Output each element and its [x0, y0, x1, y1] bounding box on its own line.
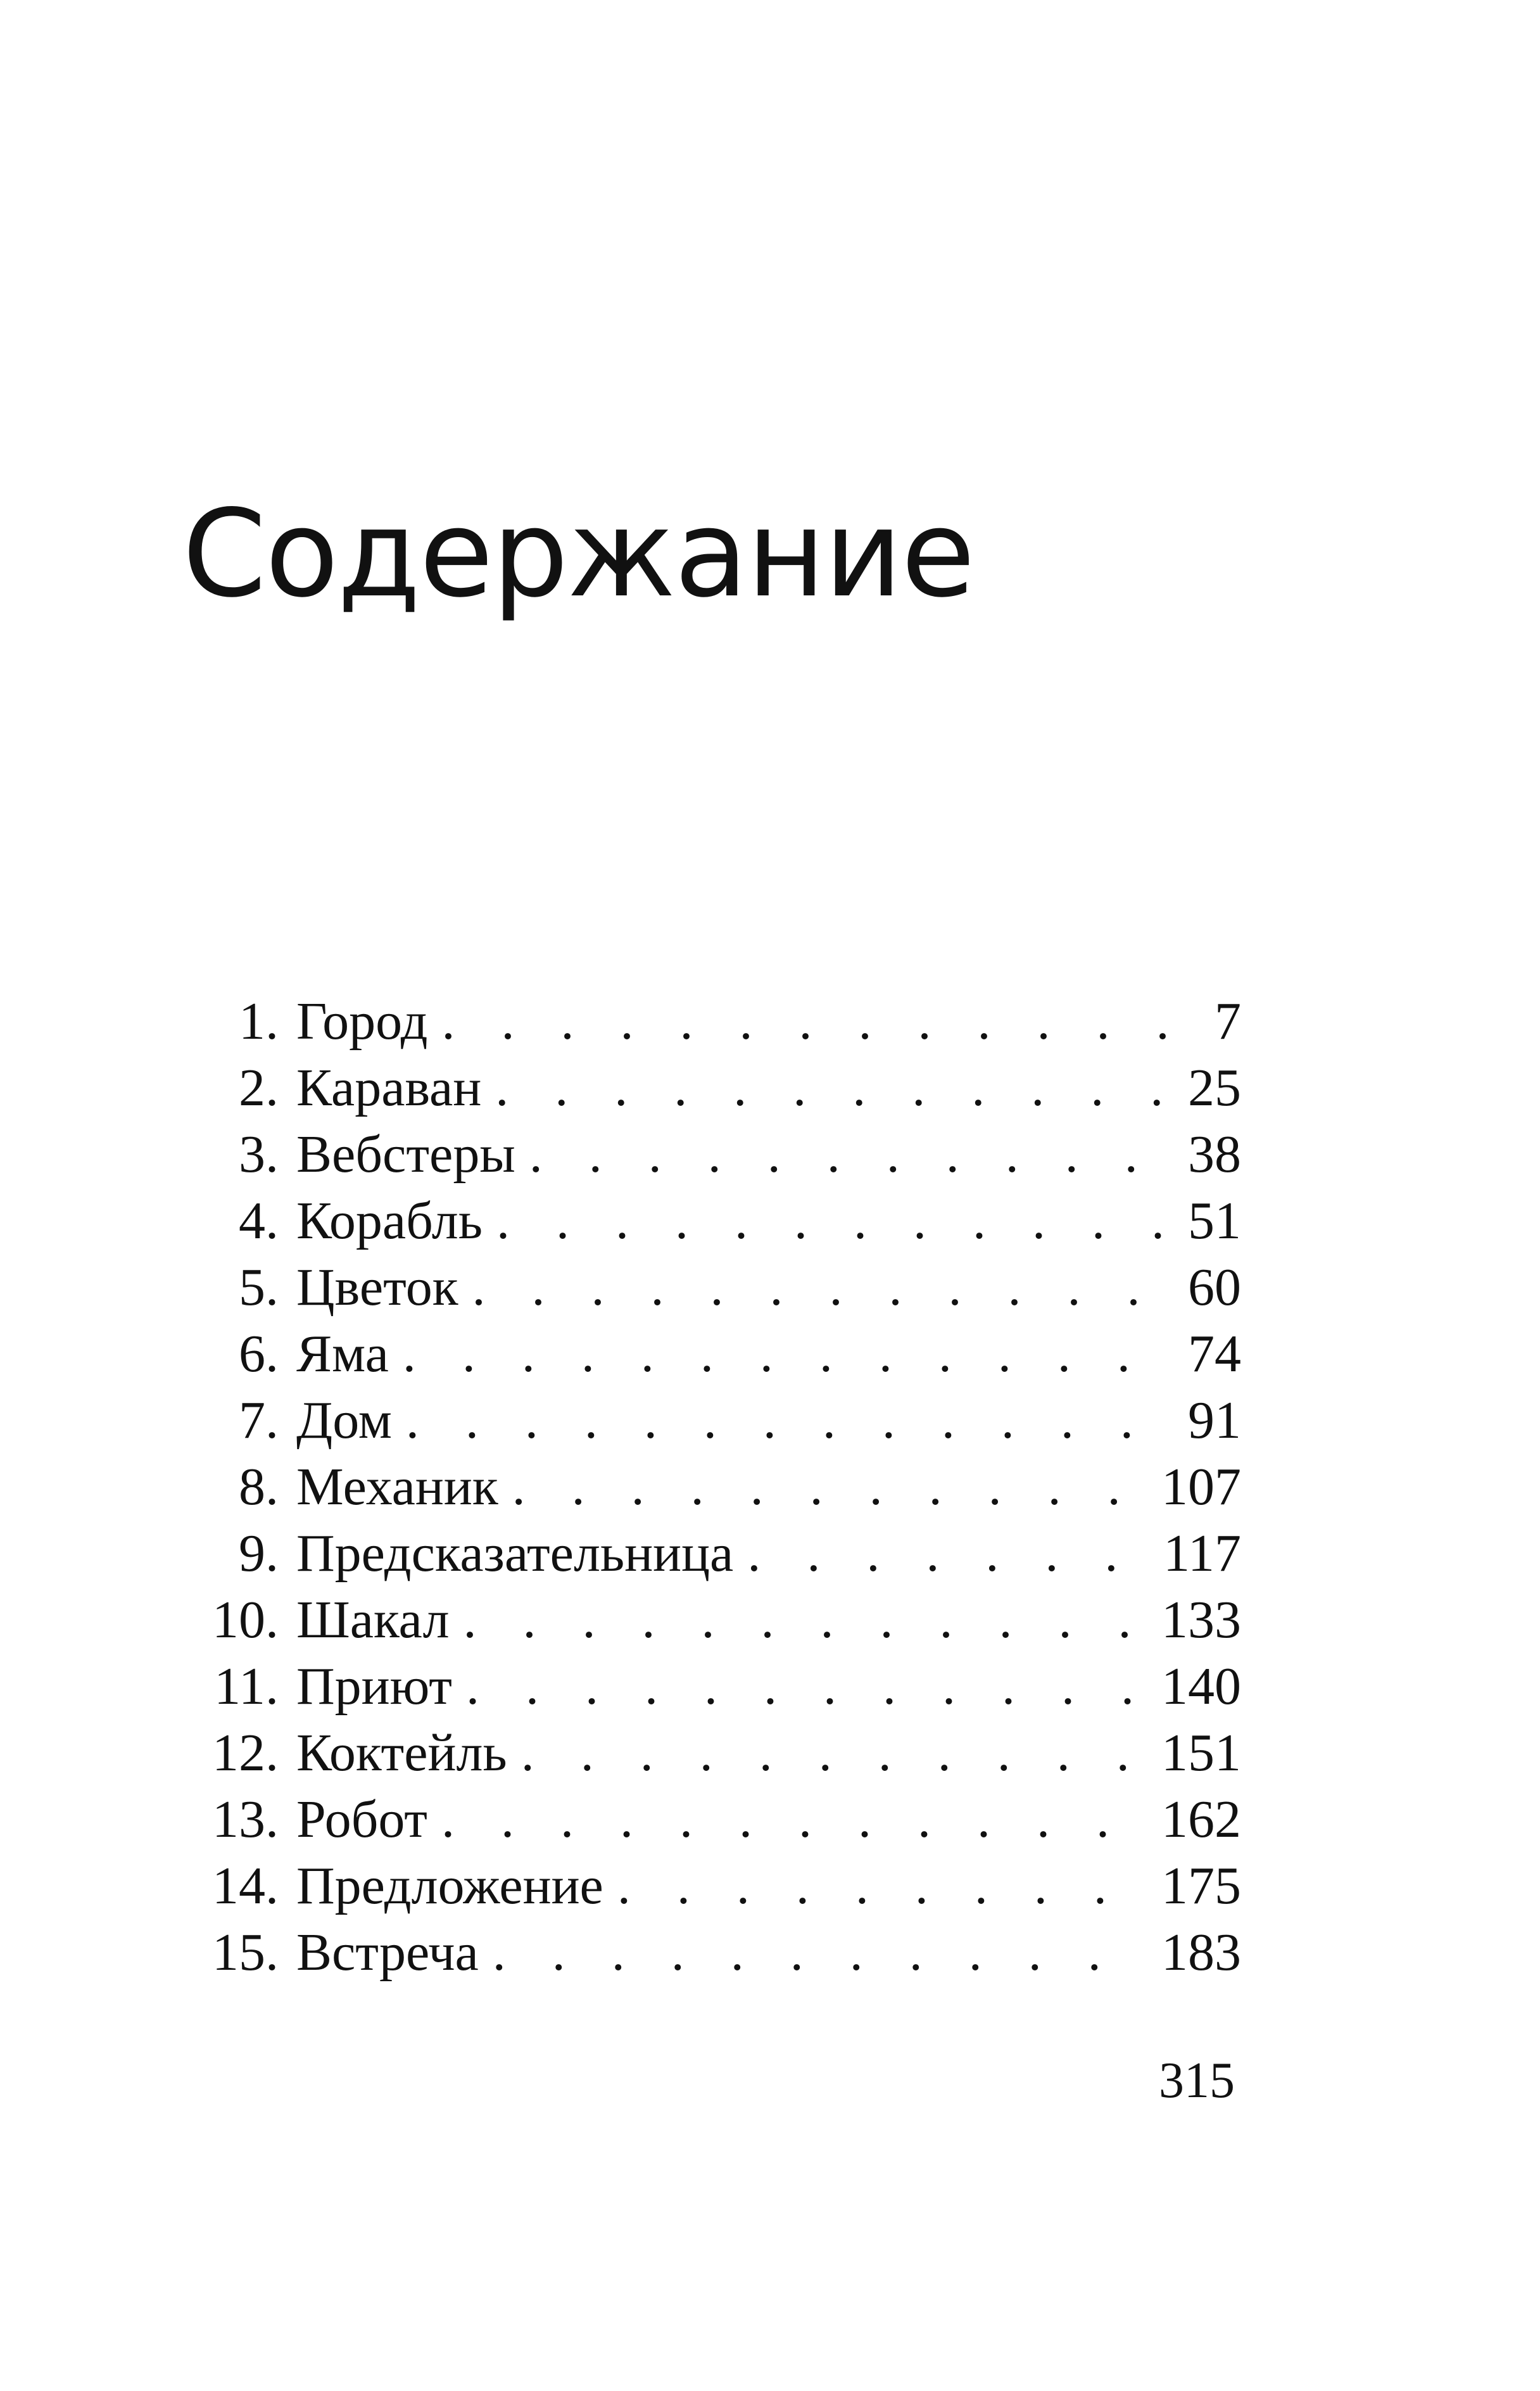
toc-entry-title: Корабль: [296, 1191, 483, 1250]
toc-entry-5[interactable]: [165, 1254, 1241, 1321]
dot-leader: [441, 1786, 1147, 1853]
dot-leader: [512, 1454, 1147, 1520]
toc-entry-number: 4.: [239, 1191, 279, 1250]
toc-entry-14[interactable]: [165, 1853, 1241, 1919]
toc-entry-4[interactable]: [165, 1188, 1241, 1254]
toc-entry-7[interactable]: [165, 1387, 1241, 1454]
toc-entry-6[interactable]: [165, 1321, 1241, 1387]
toc-entry-number: 14.: [212, 1856, 279, 1915]
dot-leader: [529, 1121, 1174, 1188]
table-of-contents: [165, 988, 1241, 1986]
toc-entry-number: 6.: [239, 1324, 279, 1383]
dot-leader: [466, 1653, 1147, 1720]
dot-leader: [521, 1720, 1147, 1786]
toc-entry-8[interactable]: [165, 1454, 1241, 1520]
dot-leader: [442, 988, 1201, 1055]
dot-leader: [493, 1919, 1147, 1986]
toc-entry-page: 107: [1161, 1457, 1241, 1516]
toc-entry-title: Цветок: [296, 1258, 458, 1317]
toc-entry-number: 10.: [212, 1590, 279, 1649]
toc-entry-12[interactable]: [165, 1720, 1241, 1786]
toc-entry-title: Вебстеры: [296, 1125, 515, 1184]
toc-entry-title: Шакал: [296, 1590, 450, 1649]
toc-entry-title: Предложение: [296, 1856, 603, 1915]
toc-entry-page: 117: [1163, 1524, 1241, 1583]
toc-entry-title: Робот: [296, 1790, 427, 1849]
dot-leader: [495, 1055, 1174, 1121]
toc-entry-number: 15.: [212, 1923, 279, 1982]
dot-leader: [747, 1520, 1149, 1587]
toc-entry-number: 2.: [239, 1058, 279, 1117]
toc-entry-page: 175: [1161, 1856, 1241, 1915]
toc-entry-title: Коктейль: [296, 1723, 507, 1782]
toc-entry-page: 25: [1188, 1058, 1241, 1117]
toc-entry-title: Приют: [296, 1657, 452, 1716]
page-number: 315: [1159, 2053, 1235, 2109]
toc-entry-title: Встреча: [296, 1923, 479, 1982]
toc-entry-title: Город: [296, 992, 428, 1051]
toc-entry-page: 140: [1161, 1657, 1241, 1716]
toc-entry-10[interactable]: [165, 1587, 1241, 1653]
toc-entry-number: 5.: [239, 1258, 279, 1317]
toc-entry-title: Дом: [296, 1391, 392, 1450]
toc-entry-number: 11.: [214, 1657, 279, 1716]
toc-entry-3[interactable]: [165, 1121, 1241, 1188]
toc-entry-page: 60: [1188, 1258, 1241, 1317]
toc-entry-number: 13.: [212, 1790, 279, 1849]
toc-entry-page: 133: [1161, 1590, 1241, 1649]
toc-entry-page: 183: [1161, 1923, 1241, 1982]
toc-entry-13[interactable]: [165, 1786, 1241, 1853]
dot-leader: [406, 1387, 1174, 1454]
toc-entry-title: Предсказательница: [296, 1524, 734, 1583]
dot-leader: [472, 1254, 1174, 1321]
toc-entry-1[interactable]: [165, 988, 1241, 1055]
toc-entry-page: 38: [1188, 1125, 1241, 1184]
toc-entry-title: Механик: [296, 1457, 498, 1516]
toc-entry-page: 162: [1161, 1790, 1241, 1849]
dot-leader: [496, 1188, 1174, 1254]
toc-entry-9[interactable]: [165, 1520, 1241, 1587]
toc-entry-2[interactable]: [165, 1055, 1241, 1121]
toc-entry-15[interactable]: [165, 1919, 1241, 1986]
toc-entry-number: 12.: [212, 1723, 279, 1782]
toc-entry-page: 7: [1215, 992, 1241, 1051]
toc-entry-number: 7.: [239, 1391, 279, 1450]
toc-entry-title: Яма: [296, 1324, 389, 1383]
page-title: Содержание: [182, 484, 974, 624]
toc-entry-number: 1.: [239, 992, 279, 1051]
toc-entry-page: 51: [1188, 1191, 1241, 1250]
dot-leader: [464, 1587, 1148, 1653]
toc-entry-page: 91: [1188, 1391, 1241, 1450]
toc-entry-title: Караван: [296, 1058, 482, 1117]
toc-entry-number: 8.: [239, 1457, 279, 1516]
toc-entry-page: 151: [1161, 1723, 1241, 1782]
dot-leader: [617, 1853, 1147, 1919]
dot-leader: [403, 1321, 1174, 1387]
toc-entry-number: 9.: [239, 1524, 279, 1583]
toc-entry-number: 3.: [239, 1125, 279, 1184]
toc-entry-page: 74: [1188, 1324, 1241, 1383]
toc-entry-11[interactable]: [165, 1653, 1241, 1720]
